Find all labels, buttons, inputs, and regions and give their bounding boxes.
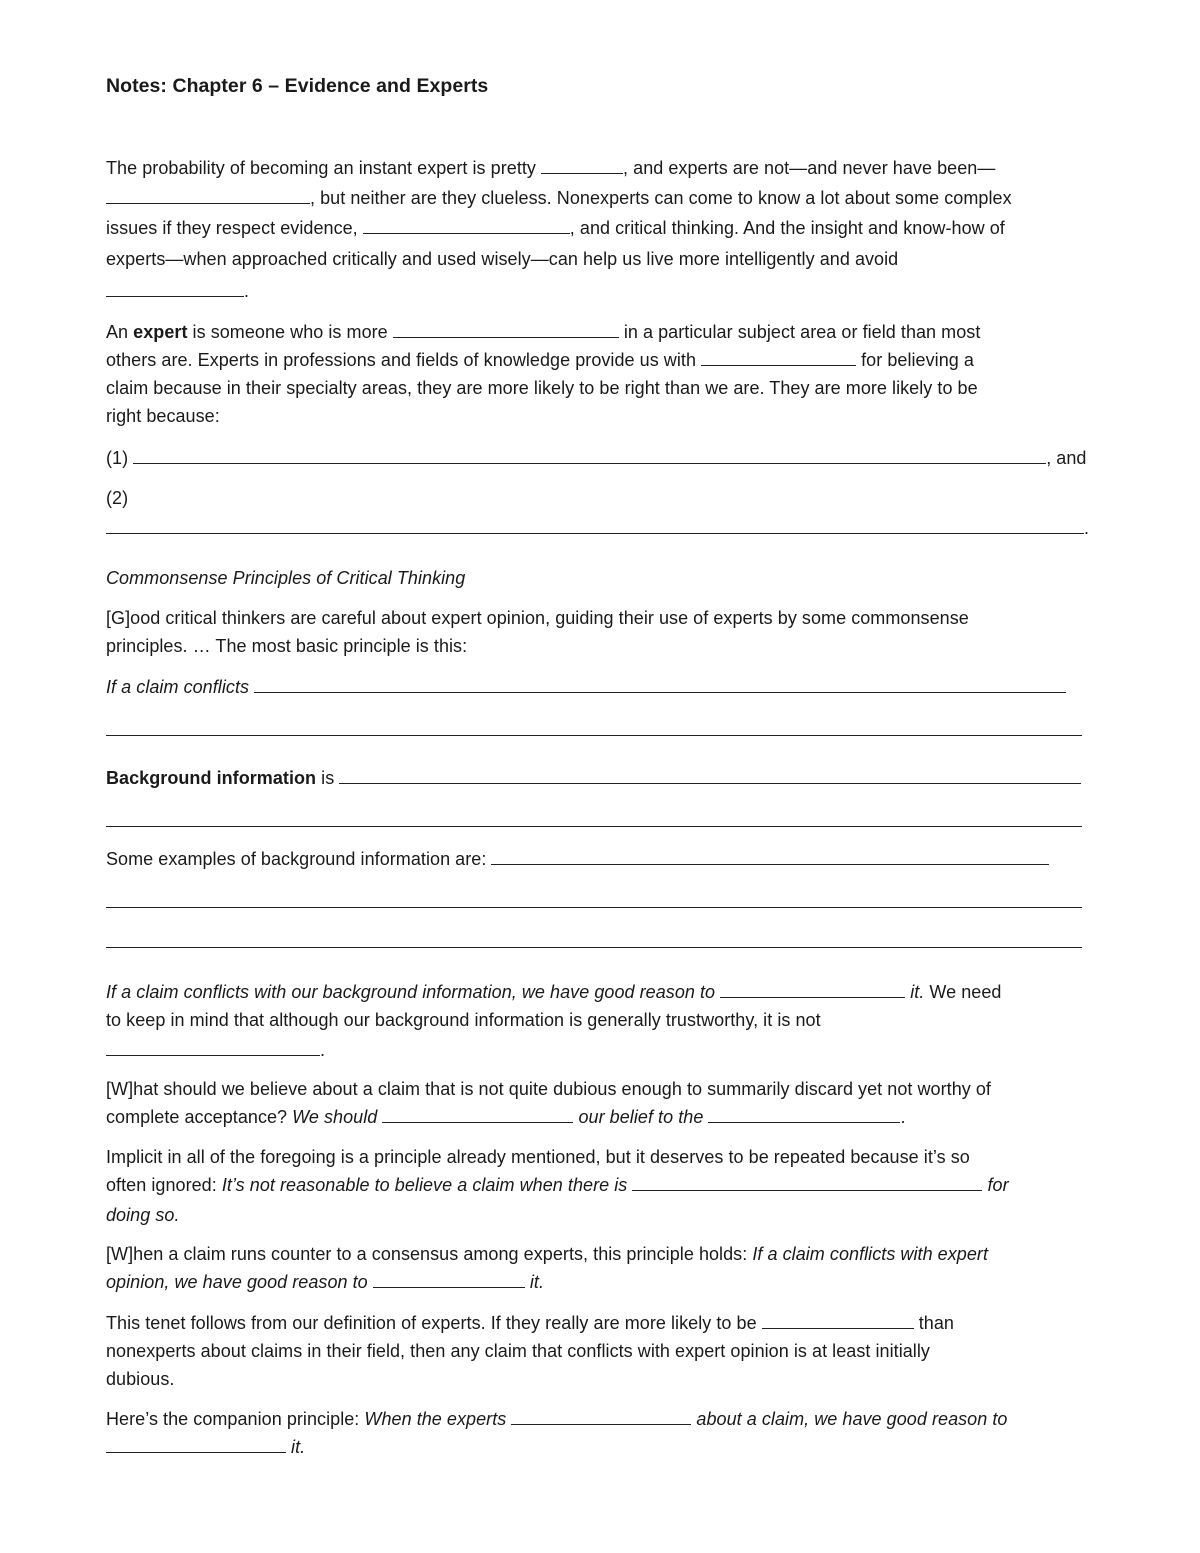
blank-pretty[interactable] bbox=[541, 156, 623, 174]
blank-when-the-experts[interactable] bbox=[511, 1407, 691, 1425]
blank-respect[interactable] bbox=[363, 216, 570, 234]
p7-line-2: nonexperts about claims in their field, then any claim that conflicts with expert opinion is at least initially bbox=[106, 1341, 930, 1361]
principles-line-1: [G]ood critical thinkers are careful about expert opinion, guiding their use of experts by some commonsense bbox=[106, 608, 969, 628]
p1-line-5: . bbox=[106, 279, 249, 303]
blank-avoid[interactable] bbox=[106, 279, 244, 297]
term-expert: expert bbox=[133, 322, 188, 342]
p5-line-1: Implicit in all of the foregoing is a principle already mentioned, but it deserves to be repeated because it’s so bbox=[106, 1147, 970, 1167]
p1-line-4: experts—when approached critically and used wisely—can help us live more intelligently and avoid bbox=[106, 249, 899, 269]
blank-it-is-not[interactable] bbox=[106, 1038, 320, 1056]
p4-line-2: complete acceptance? We should our belief to the . bbox=[106, 1107, 906, 1127]
blank-background-examples-2[interactable] bbox=[106, 907, 1082, 908]
blank-conflict-continued[interactable] bbox=[106, 735, 1082, 736]
reason-2: . bbox=[106, 516, 1089, 540]
p1-line-3: issues if they respect evidence, , and critical thinking. And the insight and know-how of bbox=[106, 218, 1005, 238]
blank-expert-opinion[interactable] bbox=[373, 1270, 525, 1288]
blank-belief-to-the[interactable] bbox=[708, 1105, 900, 1123]
p7-line-3: dubious. bbox=[106, 1369, 175, 1389]
p1-line-1: The probability of becoming an instant expert is pretty , and experts are not—and never have been— bbox=[106, 158, 996, 178]
p6-line-1: [W]hen a claim runs counter to a consensus among experts, this principle holds: If a claim conflicts with expert bbox=[106, 1244, 989, 1264]
p4-line-1: [W]hat should we believe about a claim that is not quite dubious enough to summarily discard yet not worthy of bbox=[106, 1079, 991, 1099]
blank-reason-2[interactable] bbox=[106, 516, 1084, 534]
blank-we-should[interactable] bbox=[382, 1105, 573, 1123]
reason-1: (1) , and bbox=[106, 448, 1087, 468]
principles-heading: Commonsense Principles of Critical Thinking bbox=[106, 568, 466, 588]
blank-background-examples-3[interactable] bbox=[106, 947, 1082, 948]
background-definition: Background information is bbox=[106, 766, 1081, 790]
conflict-principle: If a claim conflicts bbox=[106, 675, 1066, 699]
p2-line-3: claim because in their specialty areas, they are more likely to be right than we are. They are more likely to be bbox=[106, 378, 978, 398]
p3-line-3: . bbox=[106, 1038, 325, 1062]
blank-good-reason-to[interactable] bbox=[720, 980, 905, 998]
principles-line-2: principles. … The most basic principle is this: bbox=[106, 636, 468, 656]
p2-line-4: right because: bbox=[106, 406, 220, 426]
background-examples: Some examples of background information are: bbox=[106, 847, 1049, 871]
blank-reason-1[interactable] bbox=[133, 446, 1046, 464]
page-title: Notes: Chapter 6 – Evidence and Experts bbox=[106, 75, 489, 97]
p3-line-2: to keep in mind that although our background information is generally trustworthy, it is not bbox=[106, 1010, 821, 1030]
blank-more-likely-to-be[interactable] bbox=[762, 1311, 914, 1329]
blank-background-examples[interactable] bbox=[491, 847, 1049, 865]
blank-more[interactable] bbox=[393, 320, 619, 338]
p3-line-1: If a claim conflicts with our background information, we have good reason to it. We need bbox=[106, 982, 1002, 1002]
blank-background-definition[interactable] bbox=[339, 766, 1081, 784]
p8-line-2: it. bbox=[106, 1435, 305, 1459]
reason-2-label: (2) bbox=[106, 488, 129, 508]
p5-line-3: doing so. bbox=[106, 1205, 180, 1225]
blank-background-definition-continued[interactable] bbox=[106, 826, 1082, 827]
p1-line-2: , but neither are they clueless. Nonexperts can come to know a lot about some complex bbox=[106, 186, 1012, 210]
p8-line-1: Here’s the companion principle: When the experts about a claim, we have good reason to bbox=[106, 1409, 1008, 1429]
p6-line-2: opinion, we have good reason to it. bbox=[106, 1272, 544, 1292]
blank-provide-us-with[interactable] bbox=[701, 348, 856, 366]
p5-line-2: often ignored: It’s not reasonable to believe a claim when there is for bbox=[106, 1175, 1009, 1195]
blank-conflict[interactable] bbox=[254, 675, 1066, 693]
blank-never-have-been[interactable] bbox=[106, 186, 310, 204]
term-background-information: Background information bbox=[106, 768, 317, 788]
p7-line-1: This tenet follows from our definition of experts. If they really are more likely to be than bbox=[106, 1313, 954, 1333]
blank-when-there-is[interactable] bbox=[632, 1173, 982, 1191]
blank-companion-reason[interactable] bbox=[106, 1435, 286, 1453]
p2-line-1: An expert is someone who is more in a particular subject area or field than most bbox=[106, 322, 981, 342]
p2-line-2: others are. Experts in professions and fields of knowledge provide us with for believing a bbox=[106, 350, 974, 370]
